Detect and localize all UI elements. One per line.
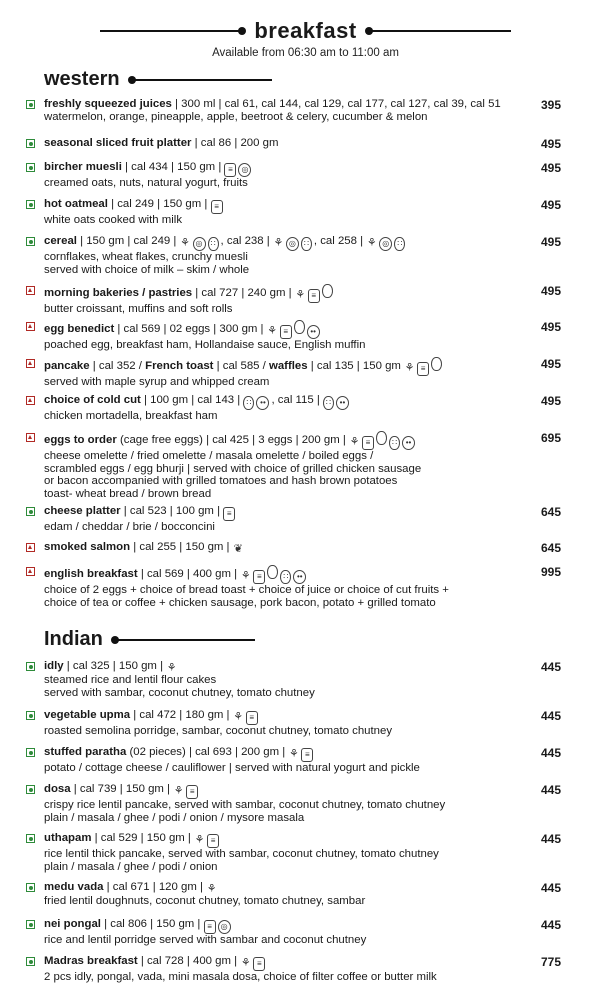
nonveg-marker-icon	[26, 286, 35, 295]
item-text	[44, 955, 534, 984]
item-meta: (02 pieces) | cal 693 | 200 gm |	[126, 746, 286, 758]
item-text	[44, 431, 534, 500]
item-description: roasted semolina porridge, sambar, coconut chutney, tomato chutney	[44, 725, 393, 737]
section-title: western	[44, 68, 120, 90]
item-text	[44, 505, 534, 534]
veg-marker-icon	[26, 200, 35, 209]
wheat-icon: ⚘	[180, 237, 190, 249]
item-text	[44, 881, 534, 908]
milk-icon: ≡	[301, 748, 313, 762]
item-meta: | cal 671 | 120 gm |	[103, 881, 203, 893]
menu-item	[26, 284, 566, 316]
item-text	[44, 357, 534, 389]
wheat-icon: ⚘	[267, 325, 278, 337]
item-text	[44, 660, 534, 699]
pig-icon: ••	[256, 396, 269, 410]
item-title-line	[44, 323, 322, 335]
nonveg-marker-icon	[26, 567, 35, 576]
item-price: 445	[541, 709, 562, 723]
menu-item	[26, 320, 566, 352]
item-description: butter croissant, muffins and soft rolls	[44, 303, 233, 315]
milk-icon: ≡	[417, 362, 429, 376]
item-name-secondary: French toast	[145, 360, 214, 372]
veg-marker-icon	[26, 507, 35, 516]
item-meta-secondary: | cal 585 /	[213, 360, 269, 372]
milk-icon: ≡	[253, 570, 265, 584]
veg-marker-icon	[26, 785, 35, 794]
milk-icon: ≡	[246, 711, 258, 725]
item-description: edam / cheddar / brie / bocconcini	[44, 521, 215, 533]
item-text	[44, 98, 534, 123]
item-meta: | cal 86 | 200 gm	[191, 137, 279, 149]
section-rule	[115, 639, 255, 641]
item-name: choice of cold cut	[44, 394, 141, 406]
wheat-icon: ⚘	[273, 237, 284, 249]
item-meta: | cal 523 | 100 gm |	[120, 505, 221, 517]
item-text	[44, 137, 534, 150]
item-meta: | cal 255 | 150 gm |	[130, 541, 230, 553]
title-rule-right	[369, 30, 511, 32]
item-price: 645	[541, 541, 562, 555]
fish-icon: ❦	[233, 543, 243, 555]
milk-icon: ≡	[253, 957, 265, 971]
item-title-line	[44, 955, 267, 967]
peanut-icon: ∷	[208, 237, 219, 251]
item-meta: | cal 569 | 400 gm |	[137, 568, 238, 580]
milk-icon: ≡	[308, 289, 320, 303]
item-name: dosa	[44, 783, 71, 795]
egg-icon	[267, 565, 278, 579]
item-title-line	[44, 709, 260, 721]
item-description: served with sambar, coconut chutney, tomato chutney	[44, 686, 315, 699]
wheat-icon: ⚘	[233, 711, 244, 723]
item-title-line	[44, 360, 444, 372]
item-name: freshly squeezed juices	[44, 98, 172, 110]
egg-icon	[322, 284, 333, 298]
item-description: rice and lentil porridge served with sambar and coconut chutney	[44, 934, 367, 946]
item-name: cereal	[44, 235, 77, 247]
veg-marker-icon	[26, 139, 35, 148]
item-meta: | cal 434 | 150 gm |	[121, 161, 222, 173]
milk-icon: ≡	[280, 325, 292, 339]
item-name: nei pongal	[44, 918, 101, 930]
item-text	[44, 394, 534, 423]
page-title: breakfast	[254, 18, 357, 43]
item-price: 495	[541, 137, 562, 151]
nonveg-marker-icon	[26, 322, 35, 331]
title-row	[0, 18, 611, 44]
item-price: 495	[541, 198, 562, 212]
pig-icon: ••	[293, 570, 306, 584]
veg-marker-icon	[26, 662, 35, 671]
item-title-line	[44, 832, 221, 844]
veg-marker-icon	[26, 920, 35, 929]
item-title-line	[44, 881, 219, 893]
item-title-line	[44, 394, 351, 406]
item-name: pancake	[44, 360, 90, 372]
item-meta: | cal 728 | 400 gm |	[137, 955, 238, 967]
nonveg-marker-icon	[26, 433, 35, 442]
item-price: 445	[541, 881, 562, 895]
menu-item	[26, 881, 566, 908]
item-meta: | 150 gm | cal 249 |	[76, 235, 177, 247]
item-name-tertiary: waffles	[268, 360, 308, 372]
item-meta: | cal 352 /	[89, 360, 146, 372]
nut-icon: ◎	[379, 237, 392, 251]
item-text	[44, 709, 534, 738]
veg-marker-icon	[26, 834, 35, 843]
item-price: 495	[541, 394, 562, 408]
veg-marker-icon	[26, 748, 35, 757]
milk-icon: ≡	[186, 785, 198, 799]
item-name: seasonal sliced fruit platter	[44, 137, 192, 149]
wheat-icon: ⚘	[288, 748, 299, 760]
item-meta: | 300 ml | cal 61, cal 144, cal 129, cal 177, cal 127, cal 39, cal 51	[171, 98, 501, 110]
item-description: potato / cottage cheese / cauliflower | served with natural yogurt and pickle	[44, 762, 420, 774]
milk-icon: ≡	[362, 436, 374, 450]
item-name: cheese platter	[44, 505, 121, 517]
peanut-icon: ∷	[301, 237, 312, 251]
item-price: 995	[541, 565, 562, 579]
wheat-icon: ⚘	[349, 436, 360, 448]
milk-icon: ≡	[207, 834, 219, 848]
item-description: chicken mortadella, breakfast ham	[44, 410, 218, 422]
item-meta: | cal 569 | 02 eggs | 300 gm |	[114, 323, 264, 335]
veg-marker-icon	[26, 711, 35, 720]
item-price: 775	[541, 955, 562, 969]
item-description: steamed rice and lentil flour cakes	[44, 674, 217, 686]
peanut-icon: ∷	[394, 237, 405, 251]
item-title-line	[44, 568, 308, 580]
item-text	[44, 918, 534, 947]
item-name: smoked salmon	[44, 541, 131, 553]
section-indian-heading	[44, 628, 255, 651]
menu-item	[26, 709, 566, 738]
item-meta: | cal 249 | 150 gm |	[107, 198, 208, 210]
item-text	[44, 832, 534, 873]
item-text	[44, 541, 534, 555]
item-name: stuffed paratha	[44, 746, 127, 758]
item-price: 495	[541, 357, 562, 371]
veg-marker-icon	[26, 237, 35, 246]
milk-icon: ≡	[211, 200, 223, 214]
item-description: toast- wheat bread / brown bread	[44, 487, 212, 500]
item-price: 445	[541, 746, 562, 760]
item-name: medu vada	[44, 881, 104, 893]
item-title-line	[44, 235, 407, 247]
menu-item	[26, 505, 566, 534]
item-text	[44, 284, 534, 316]
item-text	[44, 320, 534, 352]
item-price: 495	[541, 320, 562, 334]
item-name: english breakfast	[44, 568, 138, 580]
nut-icon: ◎	[193, 237, 206, 251]
item-description: plain / masala / ghee / podi / onion / mysore masala	[44, 811, 305, 824]
wheat-icon: ⚘	[240, 570, 251, 582]
item-price: 695	[541, 431, 562, 445]
wheat-icon: ⚘	[295, 289, 306, 301]
item-name: uthapam	[44, 832, 92, 844]
item-title-line	[44, 161, 253, 173]
item-price: 495	[541, 284, 562, 298]
item-meta: | 100 gm | cal 143 |	[140, 394, 241, 406]
item-name: egg benedict	[44, 323, 115, 335]
wheat-icon: ⚘	[206, 883, 217, 895]
menu-item	[26, 161, 566, 190]
menu-item	[26, 198, 566, 227]
egg-icon	[294, 320, 305, 334]
veg-marker-icon	[26, 883, 35, 892]
menu-item	[26, 832, 566, 873]
item-description: cornflakes, wheat flakes, crunchy muesli	[44, 251, 248, 263]
nonveg-marker-icon	[26, 396, 35, 405]
item-title-line	[44, 541, 246, 553]
item-description: plain / masala / ghee / podi / onion	[44, 860, 218, 873]
item-description: poached egg, breakfast ham, Hollandaise sauce, English muffin	[44, 339, 366, 351]
item-description: fried lentil doughnuts, coconut chutney, tomato chutney, sambar	[44, 895, 366, 907]
menu-item	[26, 955, 566, 984]
item-meta: | cal 727 | 240 gm |	[192, 287, 292, 299]
item-price: 445	[541, 783, 562, 797]
item-name: morning bakeries / pastries	[44, 287, 193, 299]
item-description: scrambled eggs / egg bhurji | served with choice of grilled chicken sausage	[44, 462, 422, 475]
veg-marker-icon	[26, 100, 35, 109]
item-price: 495	[541, 161, 562, 175]
pig-icon: ••	[336, 396, 349, 410]
egg-icon	[376, 431, 387, 445]
nut-icon: ◎	[286, 237, 299, 251]
wheat-icon: ⚘	[404, 362, 415, 374]
item-description: 2 pcs idly, pongal, vada, mini masala dosa, choice of filter coffee or butter milk	[44, 971, 437, 983]
title-rule-left	[100, 30, 242, 32]
item-title-line	[44, 505, 237, 517]
item-text	[44, 198, 534, 227]
wheat-icon: ⚘	[366, 237, 377, 249]
item-title-line	[44, 783, 200, 795]
item-description: choice of tea or coffee + chicken sausage, pork bacon, potato + grilled tomato	[44, 596, 436, 609]
item-meta: | cal 806 | 150 gm |	[100, 918, 201, 930]
milk-icon: ≡	[204, 920, 216, 934]
item-title-line	[44, 746, 315, 758]
item-title-line	[44, 287, 335, 299]
item-text	[44, 235, 534, 276]
item-price: 395	[541, 98, 562, 112]
item-text	[44, 783, 534, 824]
menu-item	[26, 783, 566, 824]
menu-item	[26, 235, 566, 276]
section-western-heading	[44, 68, 272, 91]
item-meta: | cal 529 | 150 gm |	[91, 832, 191, 844]
item-meta: | cal 325 | 150 gm |	[63, 660, 164, 672]
item-description: served with maple syrup and whipped cream	[44, 376, 270, 388]
wheat-icon: ⚘	[173, 785, 184, 797]
section-rule	[132, 79, 272, 81]
item-name: Madras breakfast	[44, 955, 138, 967]
menu-item	[26, 394, 566, 423]
item-price: 445	[541, 918, 562, 932]
menu-item	[26, 918, 566, 947]
nonveg-marker-icon	[26, 543, 35, 552]
item-description: white oats cooked with milk	[44, 214, 183, 226]
item-description: cheese omelette / fried omelette / masala omelette / boiled eggs /	[44, 450, 374, 462]
item-text	[44, 161, 534, 190]
menu-item	[26, 746, 566, 775]
item-description: watermelon, orange, pineapple, apple, beetroot & celery, cucumber & melon	[44, 110, 428, 123]
menu-item	[26, 357, 566, 389]
item-name: idly	[44, 660, 64, 672]
nut-icon: ◎	[238, 163, 251, 177]
item-description: crispy rice lentil pancake, served with sambar, coconut chutney, tomato chutney	[44, 799, 446, 811]
peanut-icon: ∷	[323, 396, 334, 410]
item-meta-secondary: , cal 115 |	[271, 394, 320, 406]
item-description: choice of 2 eggs + choice of bread toast + choice of juice or choice of cut fruits +	[44, 584, 449, 596]
item-text	[44, 565, 534, 609]
item-title-line	[44, 434, 417, 446]
milk-icon: ≡	[223, 507, 235, 521]
veg-marker-icon	[26, 163, 35, 172]
item-name: vegetable upma	[44, 709, 131, 721]
milk-icon: ≡	[224, 163, 236, 177]
item-price: 645	[541, 505, 562, 519]
egg-icon	[431, 357, 442, 371]
item-description: or bacon accompanied with grilled tomatoes and hash brown potatoes	[44, 475, 398, 488]
item-meta-tertiary: , cal 258 |	[313, 235, 364, 247]
peanut-icon: ∷	[243, 396, 254, 410]
item-title-line	[44, 918, 233, 930]
veg-marker-icon	[26, 957, 35, 966]
menu-item	[26, 565, 566, 609]
menu-item	[26, 431, 566, 500]
item-price: 495	[541, 235, 562, 249]
item-name: bircher muesli	[44, 161, 122, 173]
wheat-icon: ⚘	[194, 834, 205, 846]
item-title-line	[44, 198, 225, 210]
pig-icon: ••	[402, 436, 415, 450]
menu-header	[0, 18, 611, 59]
item-title-line	[44, 98, 501, 110]
peanut-icon: ∷	[280, 570, 291, 584]
item-title-line	[44, 137, 278, 149]
menu-item	[26, 541, 566, 555]
item-description: served with choice of milk – skim / whole	[44, 263, 250, 276]
item-meta: | cal 472 | 180 gm |	[130, 709, 230, 721]
item-meta-tertiary: | cal 135 | 150 gm	[307, 360, 401, 372]
nonveg-marker-icon	[26, 359, 35, 368]
menu-item	[26, 137, 566, 150]
item-title-line	[44, 660, 179, 672]
menu-item	[26, 98, 566, 123]
item-price: 445	[541, 832, 562, 846]
item-description: creamed oats, nuts, natural yogurt, fruits	[44, 177, 248, 189]
peanut-icon: ∷	[389, 436, 400, 450]
item-meta: | cal 739 | 150 gm |	[70, 783, 171, 795]
item-meta: (cage free eggs) | cal 425 | 3 eggs | 200 gm |	[116, 434, 346, 446]
nut-icon: ◎	[218, 920, 231, 934]
wheat-icon: ⚘	[240, 957, 251, 969]
item-text	[44, 746, 534, 775]
item-price: 445	[541, 660, 562, 674]
wheat-icon: ⚘	[166, 662, 177, 674]
pig-icon: ••	[307, 325, 320, 339]
availability-note: Available from 06:30 am to 11:00 am	[212, 47, 399, 59]
item-name: eggs to order	[44, 434, 117, 446]
item-name: hot oatmeal	[44, 198, 108, 210]
menu-item	[26, 660, 566, 699]
item-meta-secondary: , cal 238 |	[220, 235, 270, 247]
section-title: Indian	[44, 628, 103, 650]
item-description: rice lentil thick pancake, served with sambar, coconut chutney, tomato chutney	[44, 848, 439, 860]
